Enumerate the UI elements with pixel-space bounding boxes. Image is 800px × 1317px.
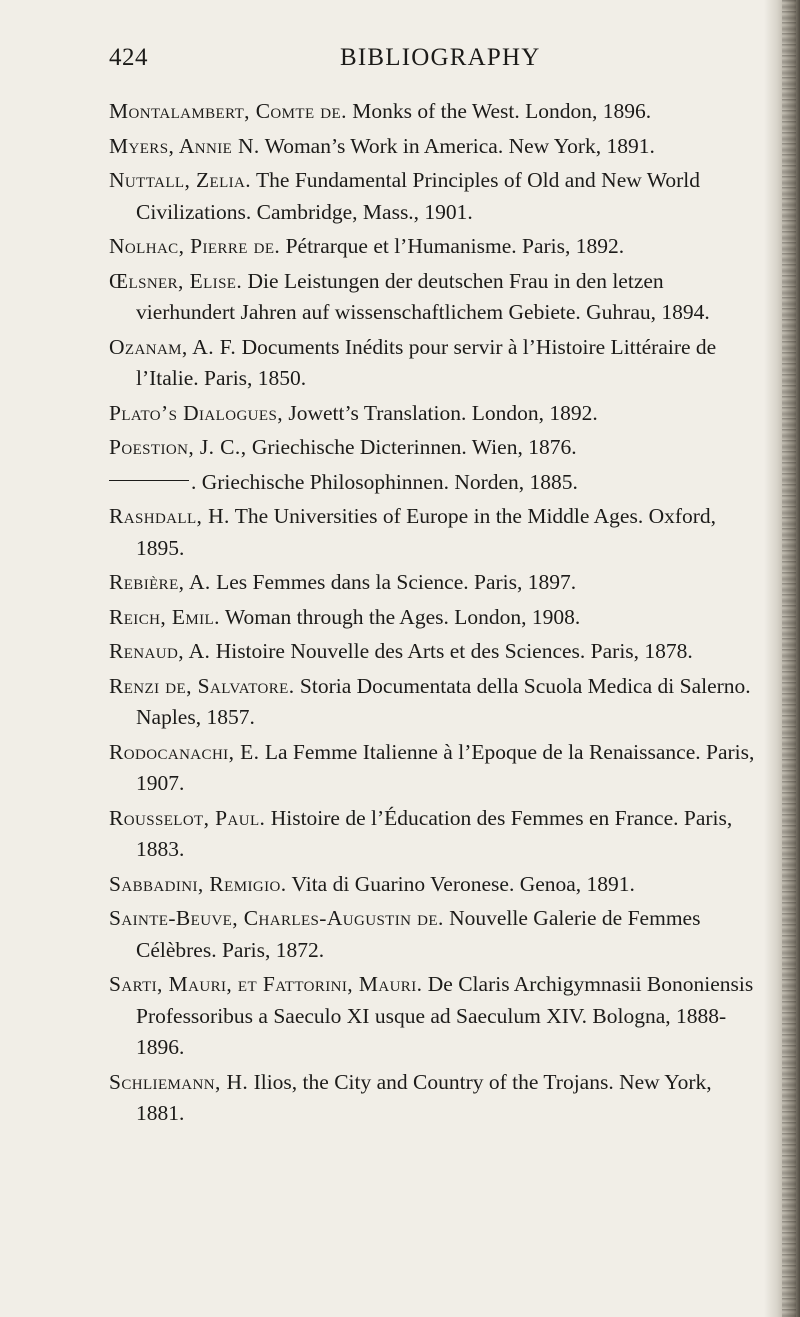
entry-author: Sabbadini, Remigio. [109,871,287,896]
entry-text: The Universities of Europe in the Middle Ages. Oxford, 1895. [136,504,717,560]
entry-text: Histoire de l’Éducation des Femmes en France. Paris, 1883. [136,805,733,861]
page-header [0,44,760,84]
entry-author: Rousselot, Paul. [109,805,266,830]
entry-text: Les Femmes dans la Science. Paris, 1897. [210,570,577,594]
entry-author: Sainte-Beuve, Charles-Augustin de. [109,906,444,930]
entry-author: Sarti, Mauri, et Fattorini, Mauri. [109,972,423,996]
entry-text: De Claris Archigymnasii Bononiensis Professoribus a Saeculo XI usque ad Saeculum XIV. Bologna, 1888-1896. [136,972,754,1059]
entry-author: Plato’s Dialogues, [109,400,283,425]
bibliography-entry [109,803,764,866]
bibliography-entry [109,1067,764,1130]
bibliography-entry [109,96,764,128]
entry-author: Reich, Emil. [109,604,220,629]
entry-text: Vita di Guarino Veronese. Genoa, 1891. [286,871,635,896]
bibliography-entry [109,602,764,634]
entry-author: Rodocanachi, E. [109,739,260,764]
ditto-rule [109,480,189,481]
entry-author: Ozanam, A. F. [109,334,237,359]
entry-author: Nolhac, Pierre de. [109,234,281,258]
bibliography-entry [109,903,764,966]
bibliography-entry [109,131,764,163]
bibliography-entry [109,501,764,564]
running-title: BIBLIOGRAPHY [340,44,541,71]
bibliography-entry [109,332,764,395]
entry-text: Griechische Dicterinnen. Wien, 1876. [246,435,577,459]
entry-text: The Fundamental Principles of Old and New World Civilizations. Cambridge, Mass., 1901. [136,168,700,224]
bibliography-entry [109,165,764,228]
entry-author: Myers, Annie N. [109,133,260,158]
entry-text: Die Leistungen der deutschen Frau in den letzen vierhundert Jahren auf wissenschaftlichem Gebiete. Guhrau, 1894. [136,268,710,324]
entry-text: Ilios, the City and Country of the Trojans. New York, 1881. [136,1069,712,1125]
entry-author: Poestion, J. C., [109,435,247,459]
entry-text: Jowett’s Translation. London, 1892. [283,400,598,425]
bibliography-entry [109,398,764,430]
bibliography-entry [109,671,764,734]
entry-author: Renzi de, Salvatore. [109,673,295,698]
entry-text: La Femme Italienne à l’Epoque de la Renaissance. Paris, 1907. [136,739,755,795]
bibliography-entry [109,266,764,329]
page-number: 424 [109,44,148,71]
bibliography-entry [109,869,764,901]
entry-text: Nouvelle Galerie de Femmes Célèbres. Paris, 1872. [136,906,701,962]
bibliography-list [109,96,764,1133]
bibliography-entry [109,969,764,1064]
entry-text: Documents Inédits pour servir à l’Histoire Littéraire de l’Italie. Paris, 1850. [136,334,717,390]
entry-author: Montalambert, Comte de. [109,99,347,123]
bibliography-entry [109,737,764,800]
entry-author: Rashdall, H. [109,504,230,528]
entry-author: . [191,469,197,494]
entry-author: Nuttall, Zelia. [109,168,252,192]
entry-author: Renaud, A. [109,639,211,663]
entry-author: Œlsner, Elise. [109,268,243,293]
bibliography-entry [109,432,764,464]
entry-text: Pétrarque et l’Humanisme. Paris, 1892. [280,234,625,258]
entry-text: Monks of the West. London, 1896. [346,99,652,123]
bibliography-entry [109,231,764,263]
entry-text: Griechische Philosophinnen. Norden, 1885. [196,469,578,494]
entry-author: Rebière, A. [109,570,211,594]
entry-author: Schliemann, H. [109,1069,249,1094]
bibliography-entry [109,636,764,668]
page-edge-texture [782,0,796,1317]
bibliography-entry [109,567,764,599]
entry-text: Woman’s Work in America. New York, 1891. [259,133,655,158]
entry-text: Woman through the Ages. London, 1908. [219,604,581,629]
bibliography-entry [109,467,764,499]
entry-text: Histoire Nouvelle des Arts et des Sciences. Paris, 1878. [210,639,693,663]
entry-text: Storia Documentata della Scuola Medica di Salerno. Naples, 1857. [136,673,751,729]
